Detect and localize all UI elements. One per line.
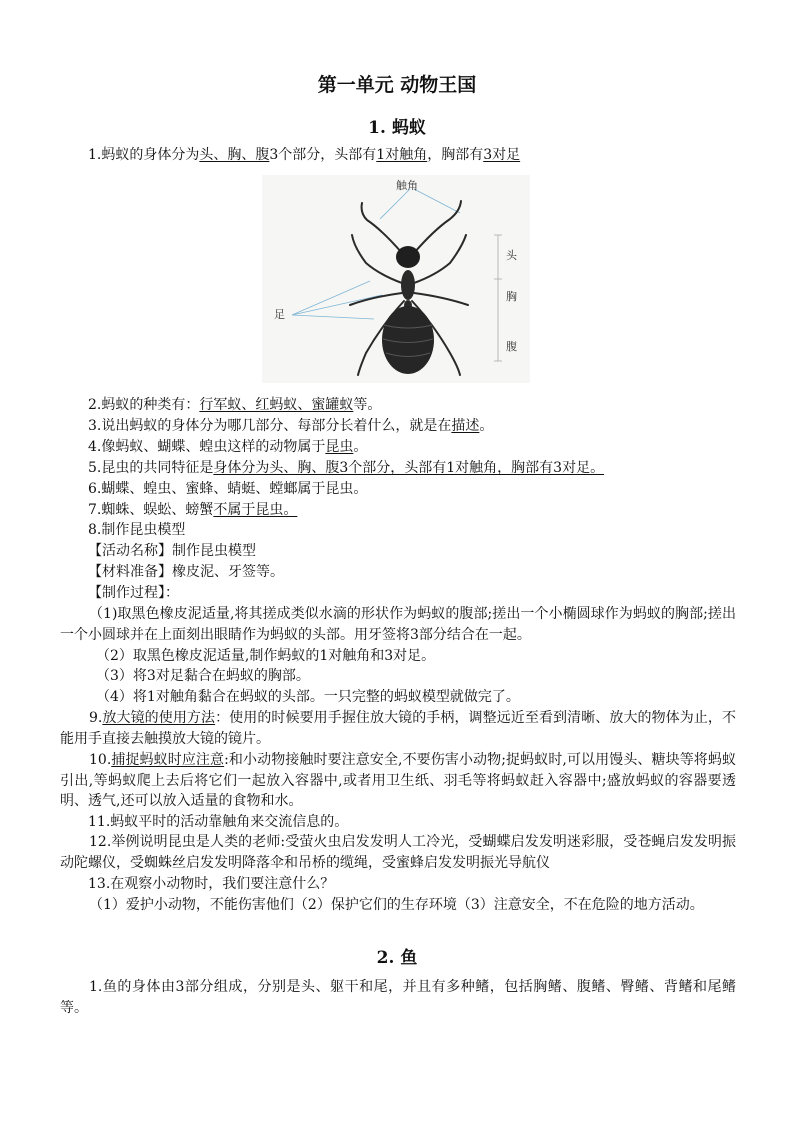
label-head: 头: [506, 249, 517, 262]
ant-item-13-answer: （1）爱护小动物，不能伤害他们（2）保护它们的生存环境（3）注意安全，不在危险的地方活动。: [89, 897, 704, 913]
ant-item-10: 10.捕捉蚂蚁时应注意:和小动物接触时要注意安全,不要伤害小动物;捉蚂蚁时,可以用馒头、糖块等将蚂蚁引出,等蚂蚁爬上去后将它们一起放入容器中,或者用卫生纸、羽毛等将蚂蚁赶入容器中;盛放蚂蚁的容器要透明、透气,还可以放入适量的食物和水。: [60, 752, 736, 809]
ant-item-6: 6.蝴蝶、蝗虫、蜜蜂、蜻蜓、螳螂属于昆虫。: [88, 481, 368, 497]
process-step-3: （3）将3对足黏合在蚂蚁的胸部。: [96, 668, 310, 684]
ant-diagram-image: [262, 175, 530, 383]
label-abdomen: 腹: [506, 340, 517, 353]
ant-item-7: 7.蜘蛛、蜈蚣、螃蟹不属于昆虫。: [88, 502, 298, 518]
page-title: 第一单元 动物王国: [317, 74, 477, 96]
activity-name: 【活动名称】制作昆虫模型: [88, 543, 256, 559]
ant-item-13: 13.在观察小动物时，我们要注意什么？: [88, 876, 335, 892]
ant-item-11: 11.蚂蚁平时的活动靠触角来交流信息的。: [88, 814, 349, 830]
ant-item-2: 2.蚂蚁的种类有：行军蚁、红蚂蚁、蜜罐蚁等。: [88, 397, 382, 413]
ant-item-1: 1.蚂蚁的身体分为头、胸、腹3个部分，头部有1对触角，胸部有3对足: [88, 147, 521, 163]
ant-item-8: 8.制作昆虫模型: [88, 522, 186, 538]
fish-item-1: 1.鱼的身体由3部分组成，分别是头、躯干和尾，并且有多种鳍，包括胸鳍、腹鳍、臀鳍、背鳍和尾鳍等。: [60, 979, 736, 1016]
label-antenna: 触角: [396, 179, 418, 192]
process-step-1: （1)取黑色橡皮泥适量,将其搓成类似水滴的形状作为蚂蚁的腹部;搓出一个小椭圆球作为蚂蚁的胸部;搓出一个小圆球并在上面刻出眼睛作为蚂蚁的头部。用牙签将3部分结合在一起。: [60, 606, 736, 643]
process-step-2: （2）取黑色橡皮泥适量,制作蚂蚁的1对触角和3对足。: [96, 648, 436, 664]
materials: 【材料准备】橡皮泥、牙签等。: [88, 564, 284, 580]
process-step-4: （4）将1对触角黏合在蚂蚁的头部。一只完整的蚂蚁模型就做完了。: [96, 689, 520, 705]
ant-item-12: 12.举例说明昆虫是人类的老师:受萤火虫启发发明人工冷光，受蝴蝶启发发明迷彩服，受苍蝇启发发明振动陀螺仪，受蜘蛛丝启发发明降落伞和吊桥的缆绳，受蜜蜂启发发明振光导航仪: [60, 834, 736, 871]
ant-item-4: 4.像蚂蚁、蝴蝶、蝗虫这样的动物属于昆虫。: [88, 439, 368, 455]
section-heading-fish: 2. 鱼: [376, 948, 418, 968]
ant-illustration: [262, 175, 530, 383]
ant-item-3: 3.说出蚂蚁的身体分为哪几部分、每部分长着什么，就是在描述。: [88, 418, 494, 434]
process-heading: 【制作过程】：: [88, 585, 179, 601]
section-heading-ant: 1. 蚂蚁: [368, 118, 426, 138]
label-leg: 足: [274, 308, 285, 321]
ant-item-5: 5.昆虫的共同特征是身体分为头、胸、腹3个部分，头部有1对触角，胸部有3对足。: [88, 460, 605, 476]
ant-item-9: 9.放大镜的使用方法：使用的时候要用手握住放大镜的手柄，调整远近至看到清晰、放大的物体为止，不能用手直接去触摸放大镜的镜片。: [60, 710, 737, 747]
label-thorax: 胸: [506, 290, 517, 303]
